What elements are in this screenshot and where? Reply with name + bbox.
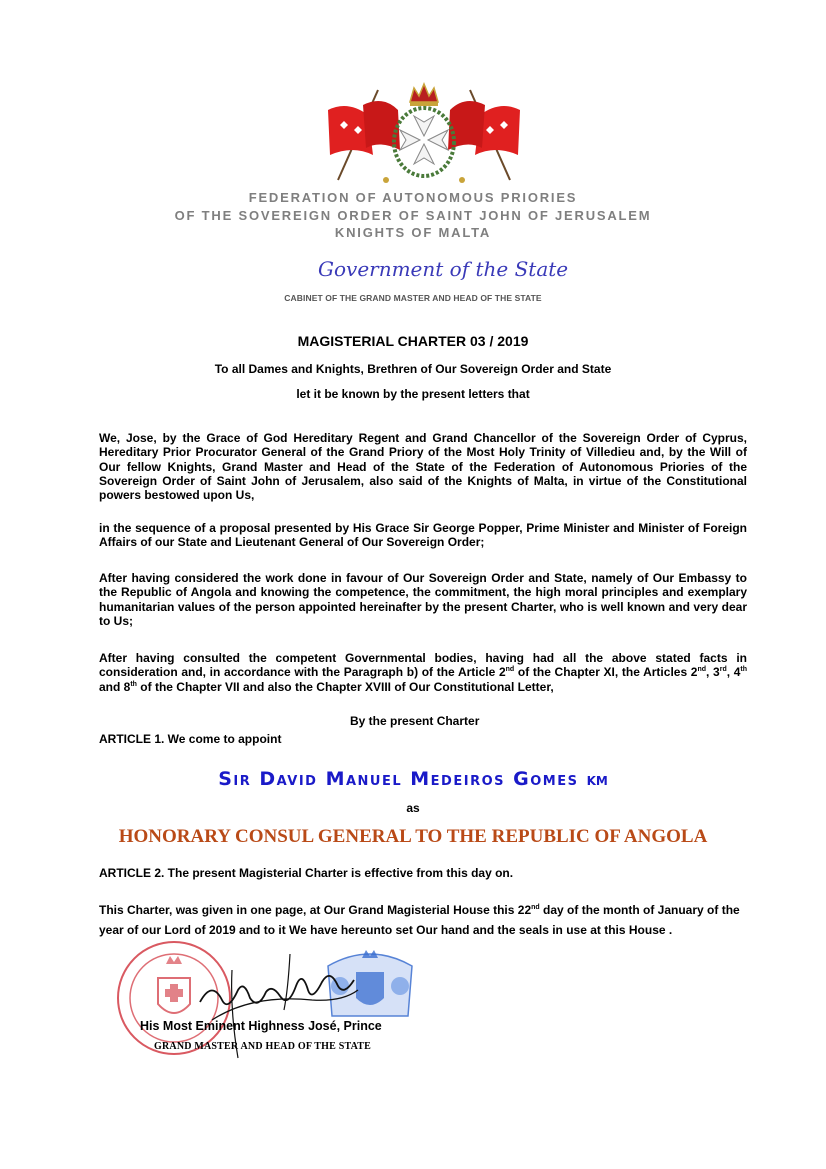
paragraph-proposal: in the sequence of a proposal presented by His Grace Sir George Popper, Prime Minister and Minister of Foreign Affairs of our State and Lieutenant General of Our Sovereign Order; (99, 521, 747, 550)
address-line: To all Dames and Knights, Brethren of Our Sovereign Order and State (214, 362, 612, 376)
appointed-office: HONORARY CONSUL GENERAL TO THE REPUBLIC OF ANGOLA (118, 826, 708, 847)
signatory-role: GRAND MASTER AND HEAD OF THE STATE (154, 1041, 372, 1052)
org-name-line-2: OF THE SOVEREIGN ORDER OF SAINT JOHN OF JERUSALEM (174, 208, 652, 223)
known-line: let it be known by the present letters that (296, 387, 530, 401)
coat-of-arms-emblem (318, 80, 530, 190)
by-present-charter: By the present Charter (350, 714, 480, 728)
given-statement: This Charter, was given in one page, at Our Grand Magisterial House this 22nd day of the month of January of the year of our Lord of 2019 and to it We have hereunto set Our hand and the seals in use at this House . (99, 903, 740, 937)
as-word: as (406, 801, 420, 815)
charter-title: MAGISTERIAL CHARTER 03 / 2019 (297, 333, 529, 349)
signatory-name: His Most Eminent Highness José, Prince (140, 1019, 382, 1033)
org-name-line-3: KNIGHTS OF MALTA (334, 225, 492, 240)
org-name-line-1: FEDERATION OF AUTONOMOUS PRIORIES (248, 190, 578, 205)
article-2: ARTICLE 2. The present Magisterial Charter is effective from this day on. (99, 866, 514, 880)
article-1: ARTICLE 1. We come to appoint (99, 732, 282, 746)
paragraph-consultation: After having consulted the competent Governmental bodies, having had all the above stated facts in consideration and, in accordance with the Paragraph b) of the Article 2nd of the Chapter XI, the Articles 2nd, 3rd, 4th and 8th of the Chapter VII and also the Chapter XVIII of Our Constitutional Letter, (99, 651, 748, 694)
paragraph-preamble: We, Jose, by the Grace of God Hereditary Regent and Grand Chancellor of the Sovereign Order of Cyprus, Hereditary Prior Procurator General of the Grand Priory of the Most Holy Trinity of Villedieu and, by the Will of Our fellow Knights, Grand Master and Head of the State of the Federation of Autonomous Priories of the Sovereign Order of Saint John of Jerusalem, also said of the Knights of Malta, in virtue of the Constitutional powers bestowed upon Us, (99, 431, 747, 503)
appointee-name: Sir David Manuel Medeiros Gomes KM (218, 768, 608, 790)
government-script-title: Government of the State (318, 257, 569, 281)
paragraph-considerations: After having considered the work done in favour of Our Sovereign Order and State, namely of Our Embassy to the Republic of Angola and knowing the competence, the commitment, the high moral principles and exemplary humanitarian values of the person appointed hereinafter by the present Charter, who is well known and very dear to Us; (99, 571, 747, 628)
cabinet-subtitle: CABINET OF THE GRAND MASTER AND HEAD OF THE STATE (284, 293, 542, 303)
